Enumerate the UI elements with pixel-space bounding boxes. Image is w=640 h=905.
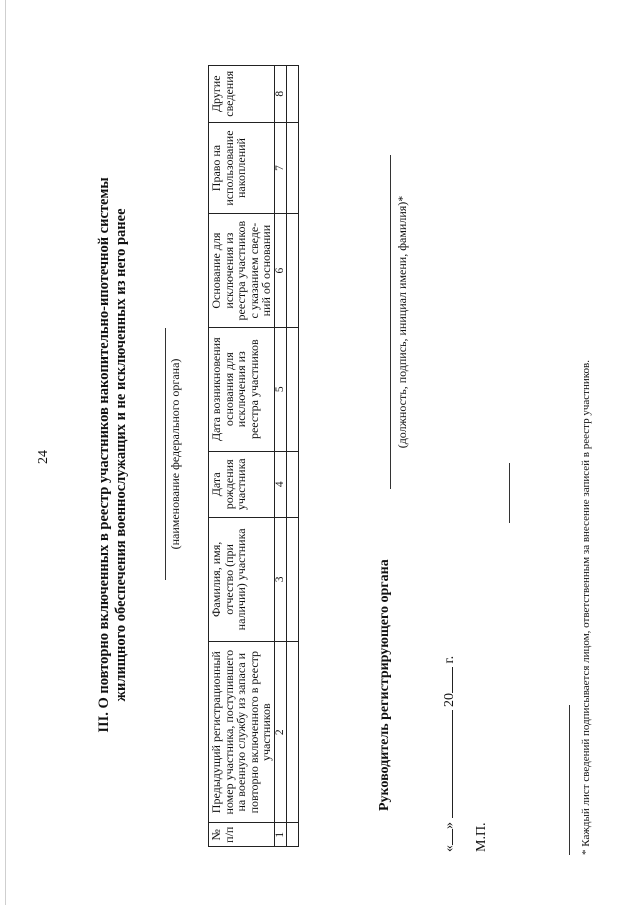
footnote-separator	[569, 705, 570, 855]
table-cell	[286, 517, 298, 641]
table-cell	[286, 122, 298, 214]
head-of-registering-body-label: Руководитель регистрирующего органа	[377, 559, 392, 811]
date-close-quote: »	[442, 822, 457, 829]
column-number: 7	[274, 122, 286, 214]
table-cell	[286, 66, 298, 123]
column-number: 6	[274, 214, 286, 327]
section-title	[96, 95, 130, 815]
head-signature-line	[390, 155, 391, 489]
column-number: 3	[274, 517, 286, 641]
table-cell	[286, 327, 298, 451]
table-header-cell: Право на использование накоплений	[209, 122, 275, 214]
page-number: 24	[36, 450, 51, 464]
date-open-quote: «	[442, 845, 457, 852]
footnote: * Каждый лист сведений подписывается лицом, ответственным за внесение записей в реестр участников.	[580, 360, 592, 855]
federal-organ-line	[165, 328, 166, 580]
day-blank	[440, 829, 453, 845]
section-title-line-2: жилищного обеспечения военнослужащих и не исключенных из него ранее	[113, 208, 129, 702]
month-blank	[440, 711, 453, 819]
table-cell	[286, 823, 298, 847]
table-header-cell: Основание для исключения из реестра участников с указанием сведе-ний об основании	[209, 214, 275, 327]
table-row	[286, 66, 298, 847]
table-header-cell: Дата рождения участника	[209, 451, 275, 517]
column-number: 8	[274, 66, 286, 123]
register-table	[208, 65, 299, 847]
year-prefix: 20	[442, 693, 457, 707]
table-header-cell: Дата возникновения основания для исключения из реестра участников	[209, 327, 275, 451]
year-blank	[440, 667, 453, 693]
table-header-cell: Фамилия, имя, отчество (при наличии) участника	[209, 517, 275, 641]
federal-organ-caption: (наименование федерального органа)	[168, 358, 182, 550]
column-number-row	[274, 66, 286, 847]
table-header-row	[209, 66, 275, 847]
table-cell	[286, 214, 298, 327]
column-number: 2	[274, 641, 286, 823]
date-field	[440, 656, 458, 852]
stamp-place-label: М.П.	[474, 822, 489, 852]
section-title-line-1: III. О повторно включенных в реестр участников накопительно-ипотечной системы	[96, 177, 112, 733]
table-header-cell: Другие сведения	[209, 66, 275, 123]
signature-short-line	[509, 463, 510, 523]
column-number: 4	[274, 451, 286, 517]
table-header-cell: Предыдущий регистрационный номер участника, поступившего на военную службу из запаса и повторно включенного в реестр участников	[209, 641, 275, 823]
table-cell	[286, 451, 298, 517]
head-signature-caption: (должность, подпись, инициал имени, фамилия)*	[395, 195, 409, 449]
year-suffix: г.	[442, 655, 457, 664]
column-number: 1	[274, 823, 286, 847]
column-number: 5	[274, 327, 286, 451]
table-cell	[286, 641, 298, 823]
table-header-cell: № п/п	[209, 823, 275, 847]
